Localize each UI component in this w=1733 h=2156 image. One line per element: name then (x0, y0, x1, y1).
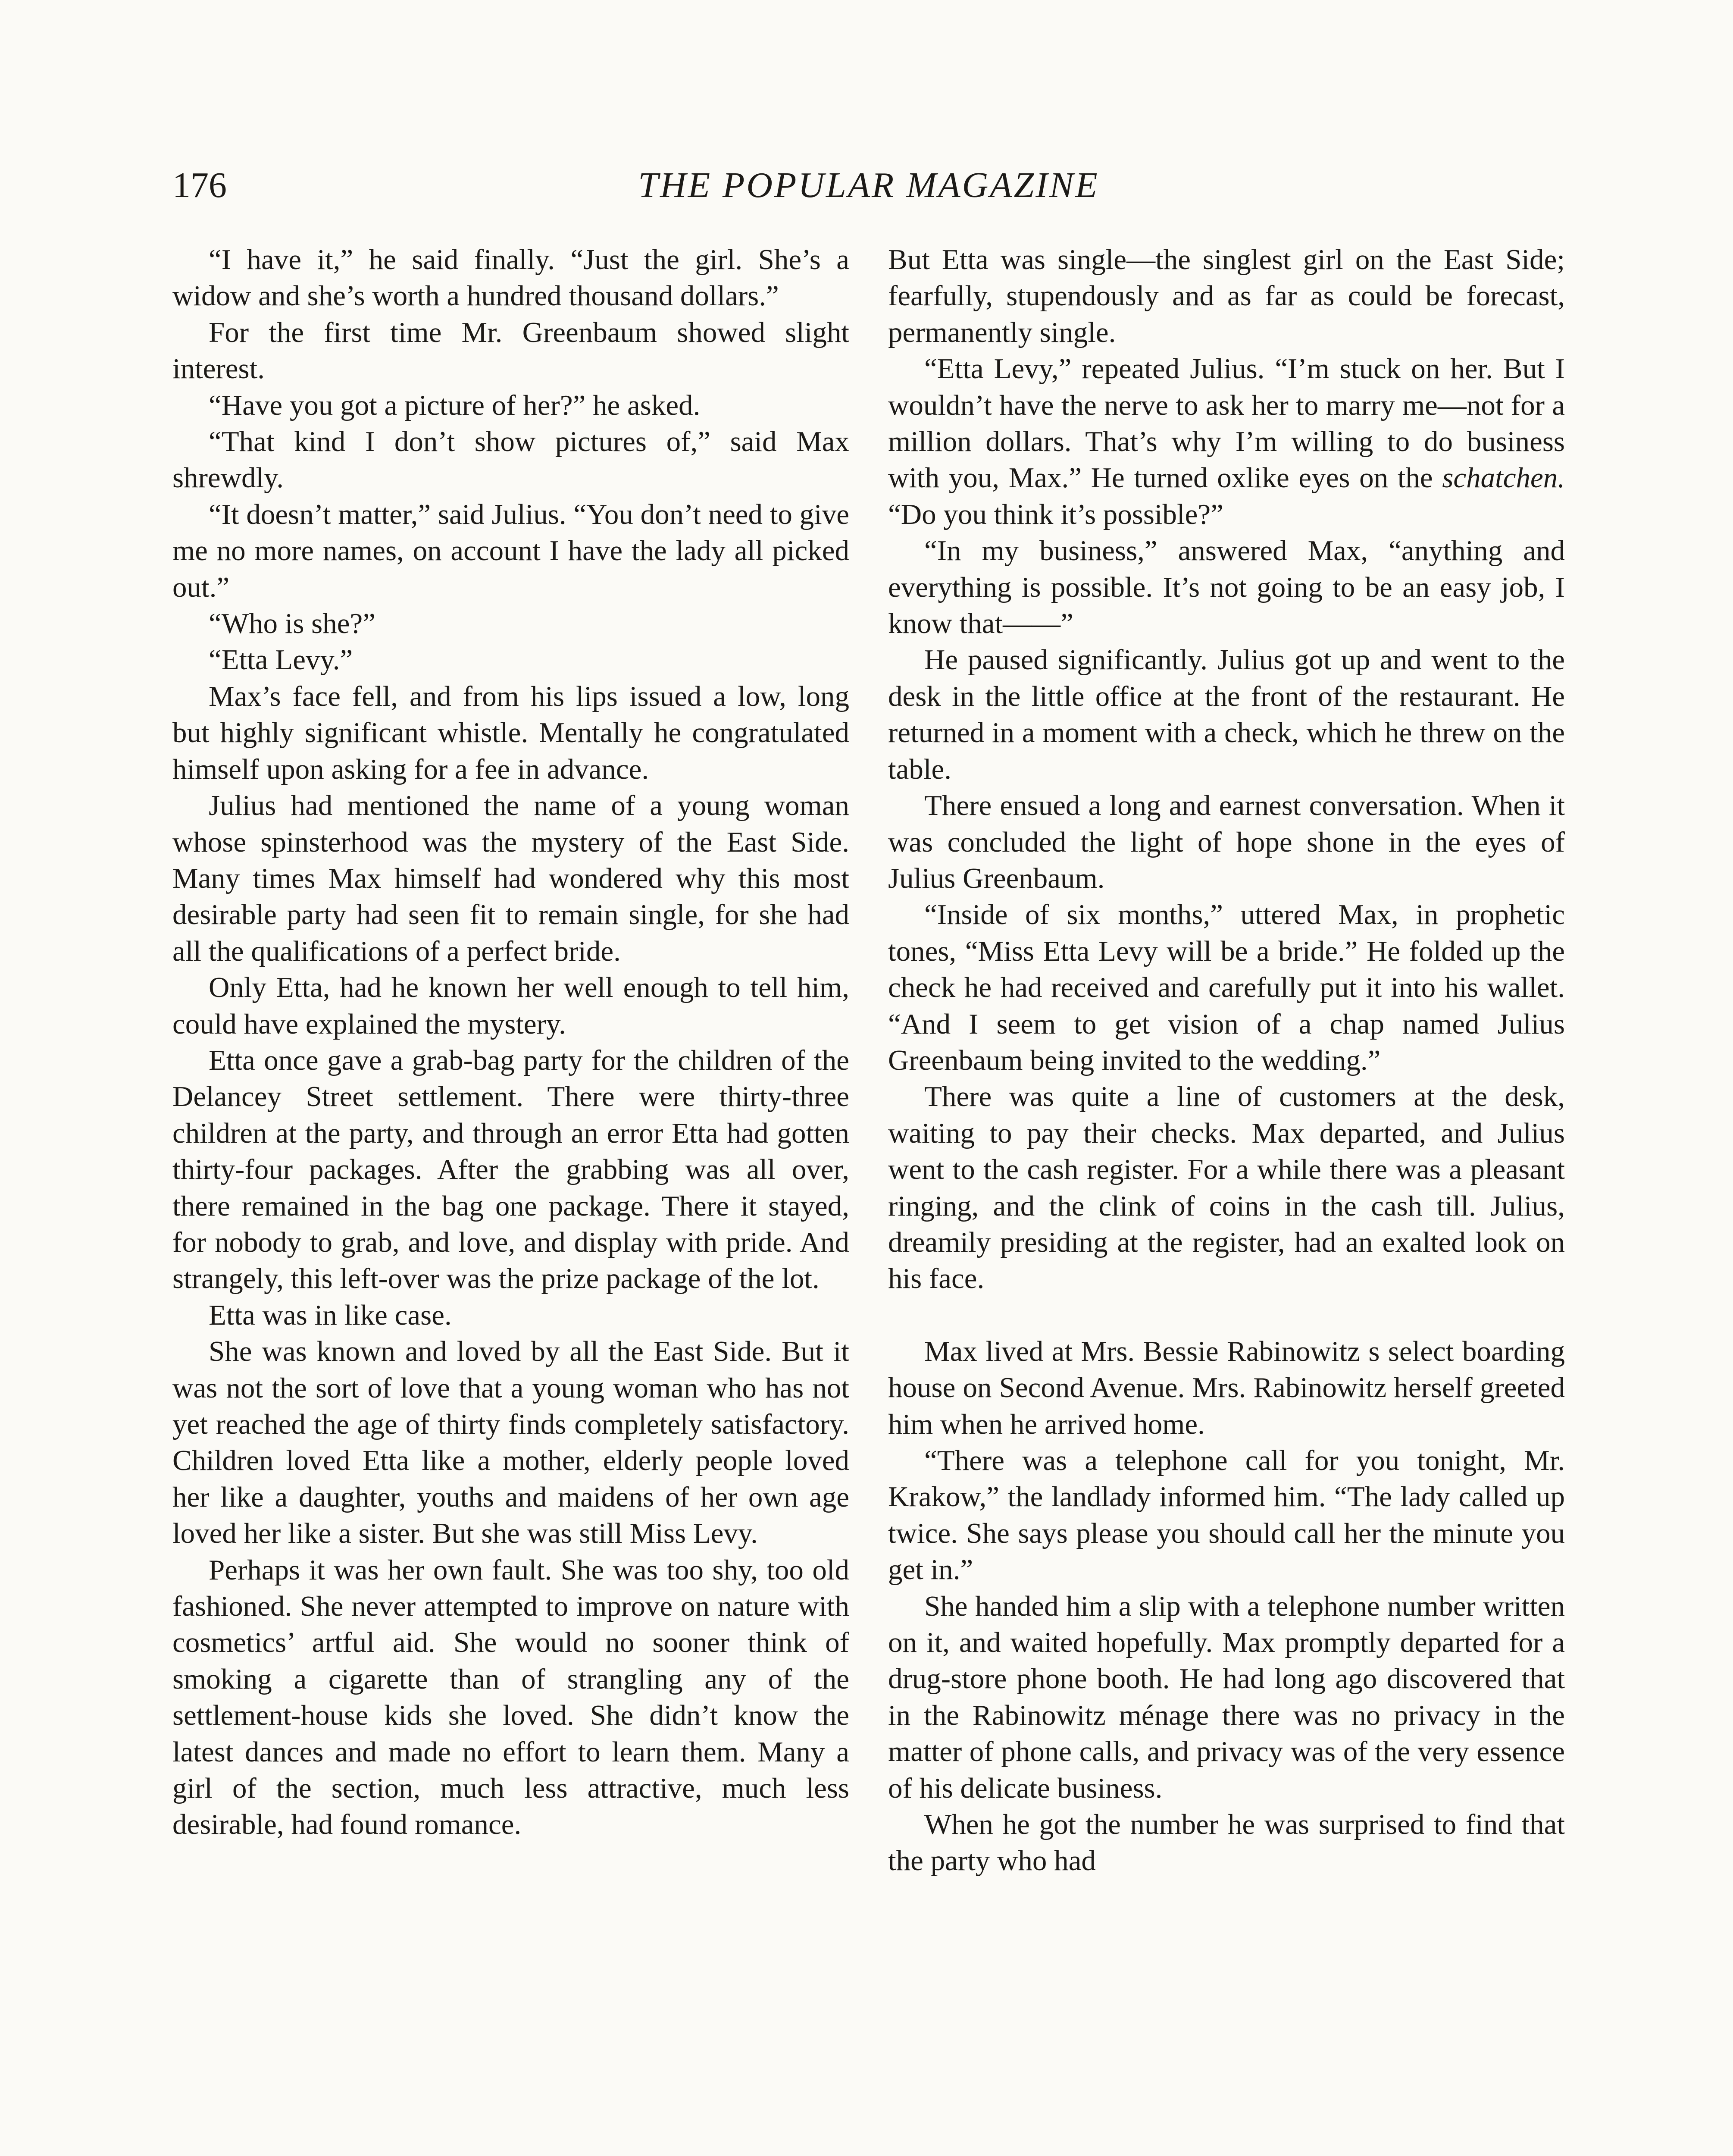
paragraph: “In my business,” answered Max, “anything and everything is possible. It’s not going to be an easy job, I know that——” (888, 535, 1565, 640)
paragraph: For the first time Mr. Greenbaum showed slight interest. (172, 316, 849, 385)
paragraph: There ensued a long and earnest conversation. When it was concluded the light of hope shone in the eyes of Julius Greenbaum. (888, 790, 1565, 894)
paragraph: He paused significantly. Julius got up and went to the desk in the little office at the front of the restaurant. He returned in a moment with a check, which he threw on the table. (888, 644, 1565, 785)
page-header (172, 164, 1565, 220)
left-column (172, 241, 849, 1843)
paragraph: “Have you got a picture of her?” he asked. (209, 389, 701, 421)
paragraph: “Who is she?” (209, 608, 375, 640)
page-number: 176 (172, 165, 227, 205)
paragraph: “It doesn’t matter,” said Julius. “You don’t need to give me no more names, on account I have the lady all picked out.” (172, 498, 850, 603)
paragraph: Julius had mentioned the name of a young woman whose spinsterhood was the mystery of the East Side. Many times Max himself had wondered why this most desirable party had seen fit to remain single, for she had all the qualifications of a perfect bride. (172, 790, 849, 967)
paragraph: “There was a telephone call for you tonight, Mr. Krakow,” the landlady informed him. “The lady called up twice. She says please you should call her the minute you get in.” (888, 1445, 1565, 1586)
paragraph: Max’s face fell, and from his lips issued a low, long but highly significant whistle. Mentally he congratulated himself upon asking for a fee in advance. (172, 680, 849, 785)
running-title: THE POPULAR MAGAZINE (638, 165, 1099, 205)
paragraph: “Inside of six months,” uttered Max, in prophetic tones, “Miss Etta Levy will be a bride.” He folded up the check he had received and carefully put it into his wallet. “And I seem to get vision of a chap named Julius Greenbaum being invited to the wedding.” (888, 899, 1565, 1076)
paragraph: Only Etta, had he known her well enough to tell him, could have explained the mystery. (172, 971, 849, 1040)
paragraph: Perhaps it was her own fault. She was too shy, too old fashioned. She never attempted to improve on nature with cosmetics’ artful aid. She would no sooner think of smoking a cigarette than of strangling any of the settlement-house kids she loved. She didn’t know the latest dances and made no effort to learn them. Many a girl of the section, much less attractive, much less desirable, had found romance. (172, 1554, 849, 1841)
right-column (888, 241, 1565, 1879)
paragraph-text: “Etta Levy,” repeated Julius. “I’m stuck on her. But I wouldn’t have the nerve to ask her to marry me—not for a million dollars. That’s why I’m willing to do business with you, Max.” He turned oxlike eyes on the (888, 353, 1565, 494)
paragraph: But Etta was single—the singlest girl on the East Side; fearfully, stupendously and as far as could be forecast, permanently single. (888, 244, 1565, 348)
paragraph: When he got the number he was surprised to find that the party who had (888, 1808, 1565, 1877)
paragraph: “That kind I don’t show pictures of,” said Max shrewdly. (172, 426, 849, 494)
paragraph: Max lived at Mrs. Bessie Rabinowitz s select boarding house on Second Avenue. Mrs. Rabinowitz herself greeted him when he arrived home. (888, 1335, 1565, 1440)
paragraph: She was known and loved by all the East Side. But it was not the sort of love that a young woman who has not yet reached the age of thirty finds completely satisfactory. Children loved Etta like a mother, elderly people loved her like a daughter, youths and maidens of her own age loved her like a sister. But she was still Miss Levy. (172, 1335, 849, 1550)
paragraph-text: “Do you think it’s possible?” (888, 498, 1223, 530)
paragraph: “Etta Levy.” (209, 644, 353, 676)
paragraph: There was quite a line of customers at the desk, waiting to pay their checks. Max departed, and Julius went to the cash register. For a while there was a pleasant ringing, and the clink of coins in the cash till. Julius, dreamily presiding at the register, had an exalted look on his face. (888, 1081, 1565, 1295)
paragraph: She handed him a slip with a telephone number written on it, and waited hopefully. Max promptly departed for a drug-store phone booth. He had long ago discovered that in the Rabinowitz ménage there was no privacy in the matter of phone calls, and privacy was of the very essence of his delicate business. (888, 1590, 1565, 1804)
paragraph: Etta was in like case. (209, 1299, 452, 1331)
paragraph: “I have it,” he said finally. “Just the girl. She’s a widow and she’s worth a hundred thousand dollars.” (172, 244, 849, 312)
paragraph: Etta once gave a grab-bag party for the children of the Delancey Street settlement. There were thirty-three children at the party, and through an error Etta had gotten thirty-four packages. After the grabbing was all over, there remained in the bag one package. There it stayed, for nobody to grab, and love, and display with pride. And strangely, this left-over was the prize package of the lot. (172, 1044, 849, 1295)
italic-word: schatchen. (1442, 462, 1565, 494)
paragraph (888, 351, 1565, 533)
